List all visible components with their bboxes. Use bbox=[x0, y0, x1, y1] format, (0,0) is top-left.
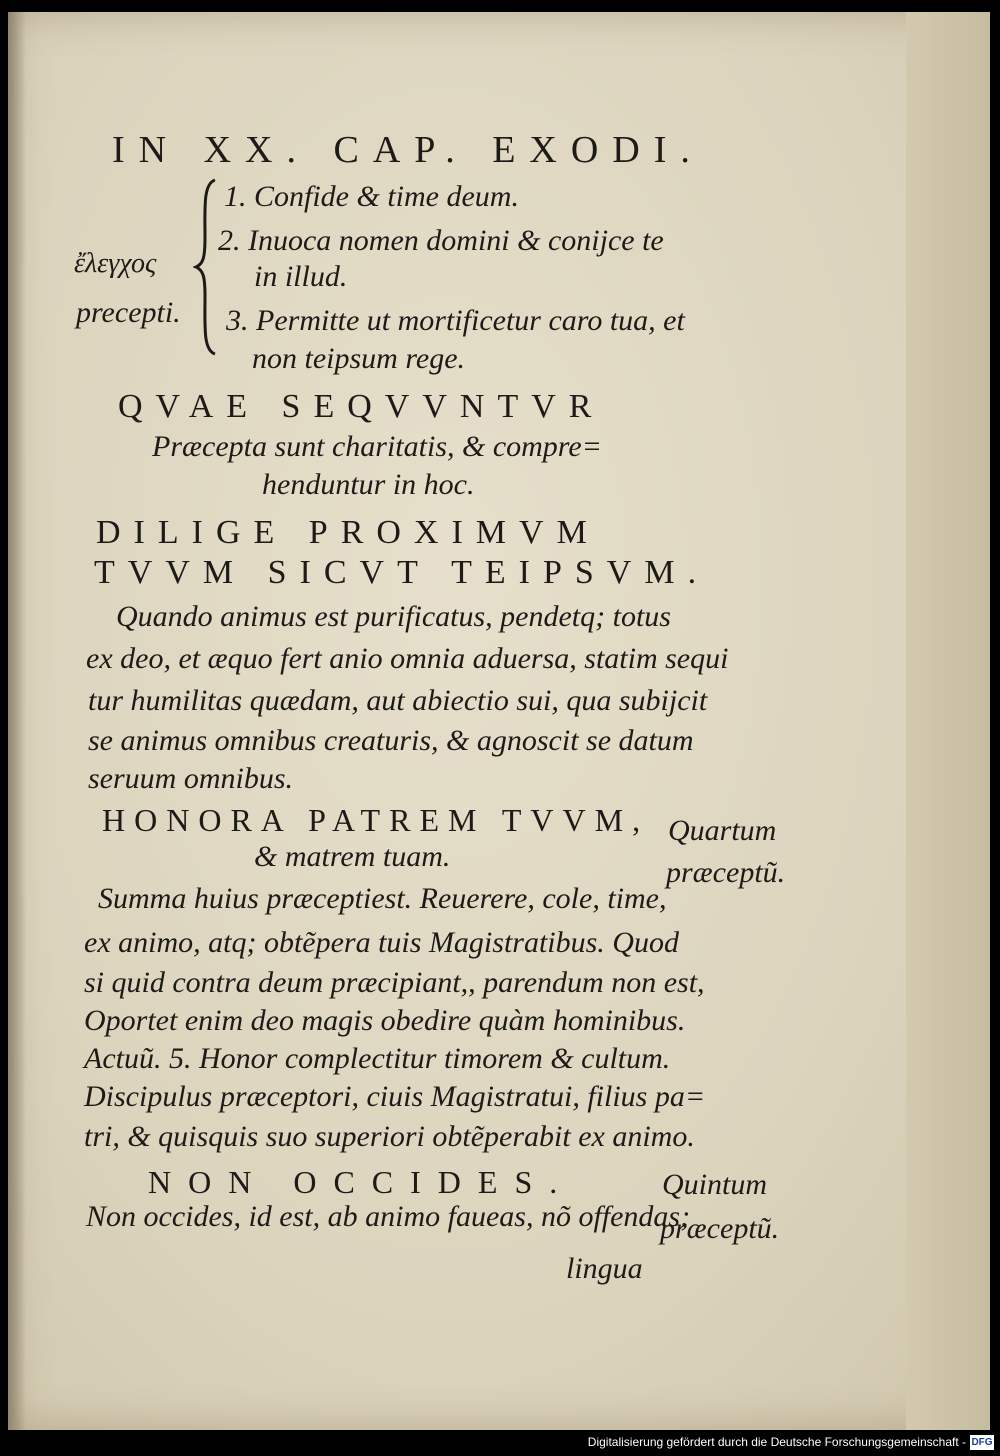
curly-brace-icon bbox=[193, 178, 219, 356]
margin-quartum-1: Quartum bbox=[668, 814, 777, 847]
heading-quae-sequuntur: QVAE SEQVVNTVR bbox=[118, 388, 605, 425]
dilige-line-3: tur humilitas quædam, aut abiectio sui, qua subijcit bbox=[88, 684, 708, 717]
heading-dilige-2: TVVM SICVT TEIPSVM. bbox=[94, 554, 710, 591]
heading-non-occides: NON OCCIDES. bbox=[148, 1164, 575, 1200]
margin-note-elenchos: ἔλεγχος bbox=[74, 248, 157, 279]
honora-line-7: tri, & quisquis suo superiori obtẽperabit ex animo. bbox=[84, 1120, 695, 1153]
enum-line-4: 3. Permitte ut mortificetur caro tua, et bbox=[226, 304, 685, 337]
margin-quartum-2: præceptũ. bbox=[666, 856, 786, 889]
honora-line-1: Summa huius præceptiest. Reuerere, cole, time, bbox=[98, 882, 667, 915]
enum-line-1: 1. Confide & time deum. bbox=[224, 180, 519, 213]
honora-line-5: Actuũ. 5. Honor complectitur timorem & cultum. bbox=[84, 1042, 671, 1075]
dilige-line-4: se animus omnibus creaturis, & agnoscit se datum bbox=[88, 724, 694, 757]
catchword: lingua bbox=[566, 1252, 643, 1285]
honora-line-4: Oportet enim deo magis obedire quàm hominibus. bbox=[84, 1004, 686, 1037]
occides-line-1: Non occides, id est, ab animo faueas, nõ offendas; bbox=[86, 1200, 691, 1233]
footer-credit: Digitalisierung gefördert durch die Deutsche Forschungsgemeinschaft - bbox=[587, 1435, 966, 1449]
running-head: IN XX. CAP. EXODI. bbox=[112, 129, 704, 171]
enum-line-3: in illud. bbox=[254, 260, 348, 293]
sequuntur-line-1: Præcepta sunt charitatis, & compre= bbox=[152, 430, 602, 463]
enum-line-2: 2. Inuoca nomen domini & conijce te bbox=[218, 224, 664, 257]
margin-quintum-1: Quintum bbox=[662, 1168, 767, 1201]
honora-line-6: Discipulus præceptori, ciuis Magistratui, filius pa= bbox=[84, 1080, 706, 1113]
honora-line-3: si quid contra deum præcipiant,, parendum non est, bbox=[84, 966, 705, 999]
heading-dilige-1: DILIGE PROXIMVM bbox=[96, 514, 600, 551]
enum-line-5: non teipsum rege. bbox=[252, 342, 466, 375]
honora-line-2: ex animo, atq; obtẽpera tuis Magistratibus. Quod bbox=[84, 926, 679, 959]
dilige-line-1: Quando animus est purificatus, pendetq; totus bbox=[116, 600, 671, 633]
dfg-logo-icon: DFG bbox=[971, 1437, 993, 1448]
heading-honora-2: & matrem tuam. bbox=[254, 840, 451, 873]
footer-bar bbox=[0, 1432, 1000, 1456]
sequuntur-line-2: henduntur in hoc. bbox=[262, 468, 475, 501]
heading-honora: HONORA PATREM TVVM, bbox=[102, 802, 650, 838]
page-spine-shadow bbox=[8, 12, 26, 1430]
margin-quintum-2: præceptũ. bbox=[660, 1212, 780, 1245]
margin-note-precepti: precepti. bbox=[76, 296, 181, 329]
dilige-line-2: ex deo, et æquo fert anio omnia aduersa, statim sequi bbox=[86, 642, 729, 675]
page-edge bbox=[906, 12, 990, 1430]
dilige-line-5: seruum omnibus. bbox=[88, 762, 294, 795]
